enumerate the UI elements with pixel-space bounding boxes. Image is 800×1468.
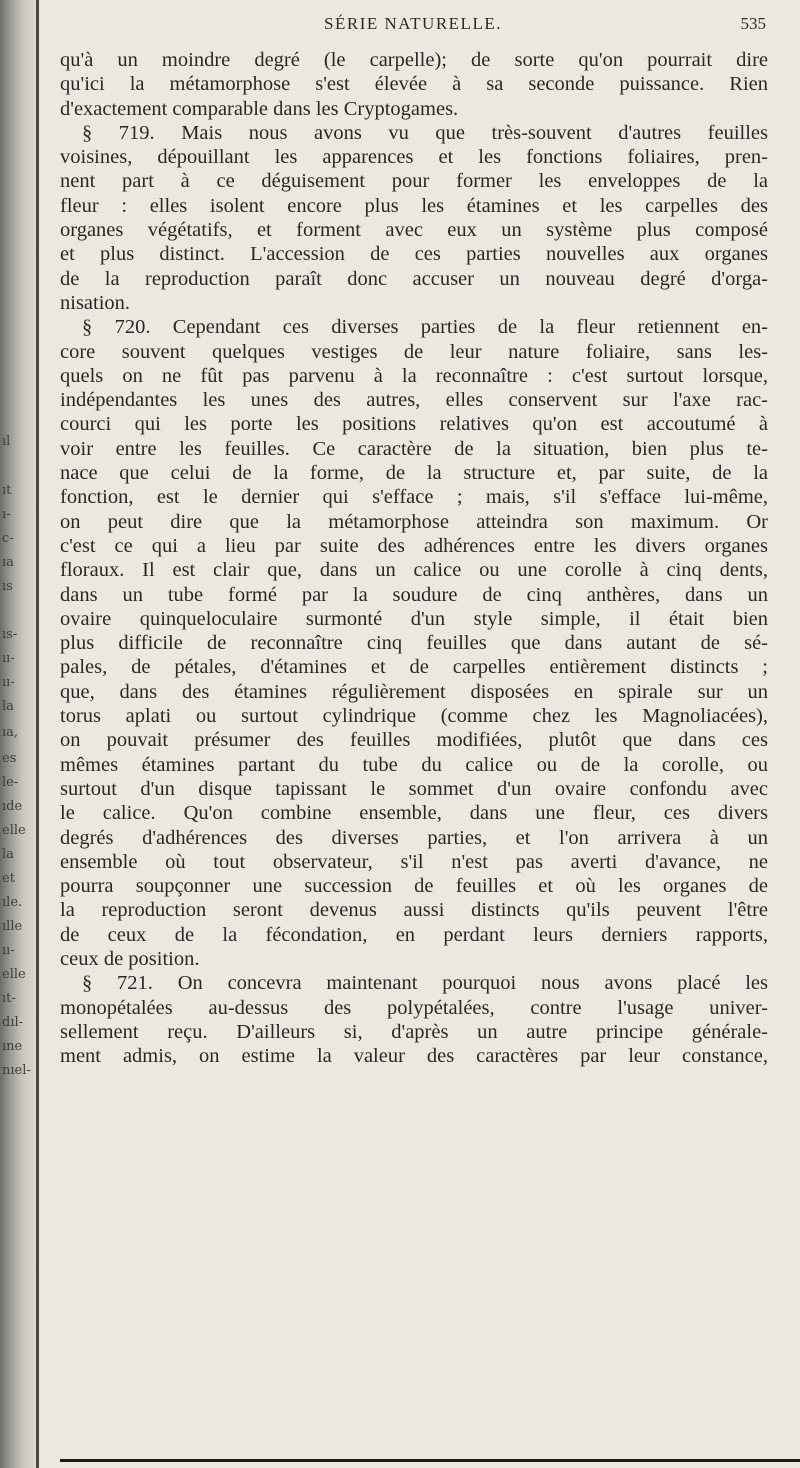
text-line: on peut dire que la métamorphose atteindra son maximum. Or	[60, 510, 768, 533]
margin-fragment: ıa	[2, 555, 14, 570]
text-line: voir entre les feuilles. Ce caractère de la situation, bien plus te-	[60, 437, 768, 460]
text-line: et plus distinct. L'accession de ces parties nouvelles aux organes	[60, 243, 768, 266]
margin-fragment: ıde	[2, 799, 23, 814]
text-line: courci qui les porte les positions relatives qu'on est accoutumé à	[60, 413, 768, 436]
text-line: c'est ce qui a lieu par suite des adhérences entre les divers organes	[60, 534, 768, 557]
paragraph-start-719: § 719. Mais nous avons vu que très-souvent d'autres feuilles	[82, 121, 768, 144]
text-line: core souvent quelques vestiges de leur nature foliaire, sans les-	[60, 340, 768, 363]
text-line: degrés d'adhérences des diverses parties, et l'on arrivera à un	[60, 826, 768, 849]
margin-fragment: elle	[2, 823, 26, 838]
paragraph-start-720: § 720. Cependant ces diverses parties de la fleur retiennent en-	[82, 316, 768, 339]
margin-fragment: le-	[2, 775, 19, 790]
margin-fragment: ıt	[2, 483, 12, 498]
text-line: dans un tube formé par la soudure de cinq anthères, dans un	[60, 583, 768, 606]
text-line: voisines, dépouillant les apparences et les fonctions foliaires, pren-	[60, 146, 768, 169]
margin-fragment: ıı-	[2, 675, 15, 690]
margin-fragment: dıl-	[2, 1015, 24, 1030]
text-line: nace que celui de la forme, de la structure et, par suite, de la	[60, 462, 768, 485]
text-line: quels on ne fût pas parvenu à la reconnaître : c'est surtout lorsque,	[60, 364, 768, 387]
margin-fragment: et	[2, 871, 15, 886]
text-line: nent part à ce déguisement pour former les enveloppes de la	[60, 170, 768, 193]
margin-fragment: ıne	[2, 1039, 23, 1054]
text-line: fonction, est le dernier qui s'efface ; mais, s'il s'efface lui-même,	[60, 486, 768, 509]
text-line: on pouvait présumer des feuilles modifiées, plutôt que dans ces	[60, 729, 768, 752]
text-line: indépendantes les unes des autres, elles conservent sur l'axe rac-	[60, 389, 768, 412]
text-line: fleur : elles isolent encore plus les étamines et les carpelles des	[60, 194, 768, 217]
text-line: floraux. Il est clair que, dans un calice ou une corolle à cinq dents,	[60, 559, 768, 582]
text-line: la reproduction seront devenus aussi distincts qu'ils peuvent l'être	[60, 899, 768, 922]
text-line: qu'ici la métamorphose s'est élevée à sa seconde puissance. Rien	[60, 73, 768, 96]
text-line: que, dans des étamines régulièrement disposées en spirale sur un	[60, 680, 768, 703]
margin-fragment: ıa,	[2, 725, 19, 740]
margin-fragment: ı-	[2, 507, 11, 522]
margin-fragment: ıı-	[2, 651, 15, 666]
text-line: le calice. Qu'on combine ensemble, dans une fleur, ces divers	[60, 802, 768, 825]
text-line: sellement reçu. D'ailleurs si, d'après un autre principe générale-	[60, 1020, 768, 1043]
text-line: ovaire quinqueloculaire surmonté d'un style simple, il était bien	[60, 607, 768, 630]
text-line: pales, de pétales, d'étamines et de carpelles entièrement distincts ;	[60, 656, 768, 679]
binding-edge-line	[36, 0, 39, 1468]
margin-fragment: ıl	[2, 434, 11, 449]
text-line: qu'à un moindre degré (le carpelle); de sorte qu'on pourrait dire	[60, 49, 768, 71]
text-line: ment admis, on estime la valeur des caractères par leur constance,	[60, 1045, 768, 1068]
text-line: ceux de position.	[60, 947, 200, 970]
text-line: d'exactement comparable dans les Cryptogames.	[60, 97, 459, 120]
text-line: mêmes étamines partant du tube du calice ou de la corolle, ou	[60, 753, 768, 776]
page-number: 535	[740, 14, 766, 33]
margin-fragment: elle	[2, 967, 26, 982]
running-head-title: SÉRIE NATURELLE.	[324, 14, 502, 33]
text-line: ensemble où tout observateur, s'il n'est pas averti d'avance, ne	[60, 850, 768, 873]
text-line: torus aplati ou surtout cylindrique (comme chez les Magnoliacées),	[60, 705, 768, 728]
text-line: monopétalées au-dessus des polypétalées, contre l'usage univer-	[60, 996, 768, 1019]
margin-fragment: c-	[2, 531, 14, 546]
margin-fragment: la	[2, 699, 14, 714]
margin-fragment: ıt-	[2, 991, 16, 1006]
text-line: surtout d'un disque tapissant le sommet d'un ovaire confondu avec	[60, 777, 768, 800]
paragraph-start-721: § 721. On concevra maintenant pourquoi nous avons placé les	[82, 972, 768, 995]
bottom-rule	[60, 1459, 800, 1462]
text-line: de ceux de la fécondation, en perdant leurs derniers rapports,	[60, 923, 768, 946]
margin-fragment: ıs	[2, 579, 13, 594]
body-text	[60, 48, 768, 1068]
margin-fragment: ıle.	[2, 895, 23, 910]
margin-fragment: es	[2, 751, 17, 766]
margin-fragment: ılle	[2, 919, 23, 934]
margin-fragment: la	[2, 847, 14, 862]
margin-fragment: ıı-	[2, 943, 15, 958]
text-line: organes végétatifs, et forment avec eux un système plus composé	[60, 219, 768, 242]
text-line: de la reproduction paraît donc accuser un nouveau degré d'orga-	[60, 267, 768, 290]
margin-fragment: nıel-	[2, 1063, 31, 1078]
running-head	[60, 14, 766, 44]
text-line: pourra soupçonner une succession de feuilles et où les organes de	[60, 875, 768, 898]
text-line: nisation.	[60, 291, 131, 314]
text-line: plus difficile de reconnaître cinq feuilles que dans autant de sé-	[60, 632, 768, 655]
margin-fragment: ıs-	[2, 627, 18, 642]
